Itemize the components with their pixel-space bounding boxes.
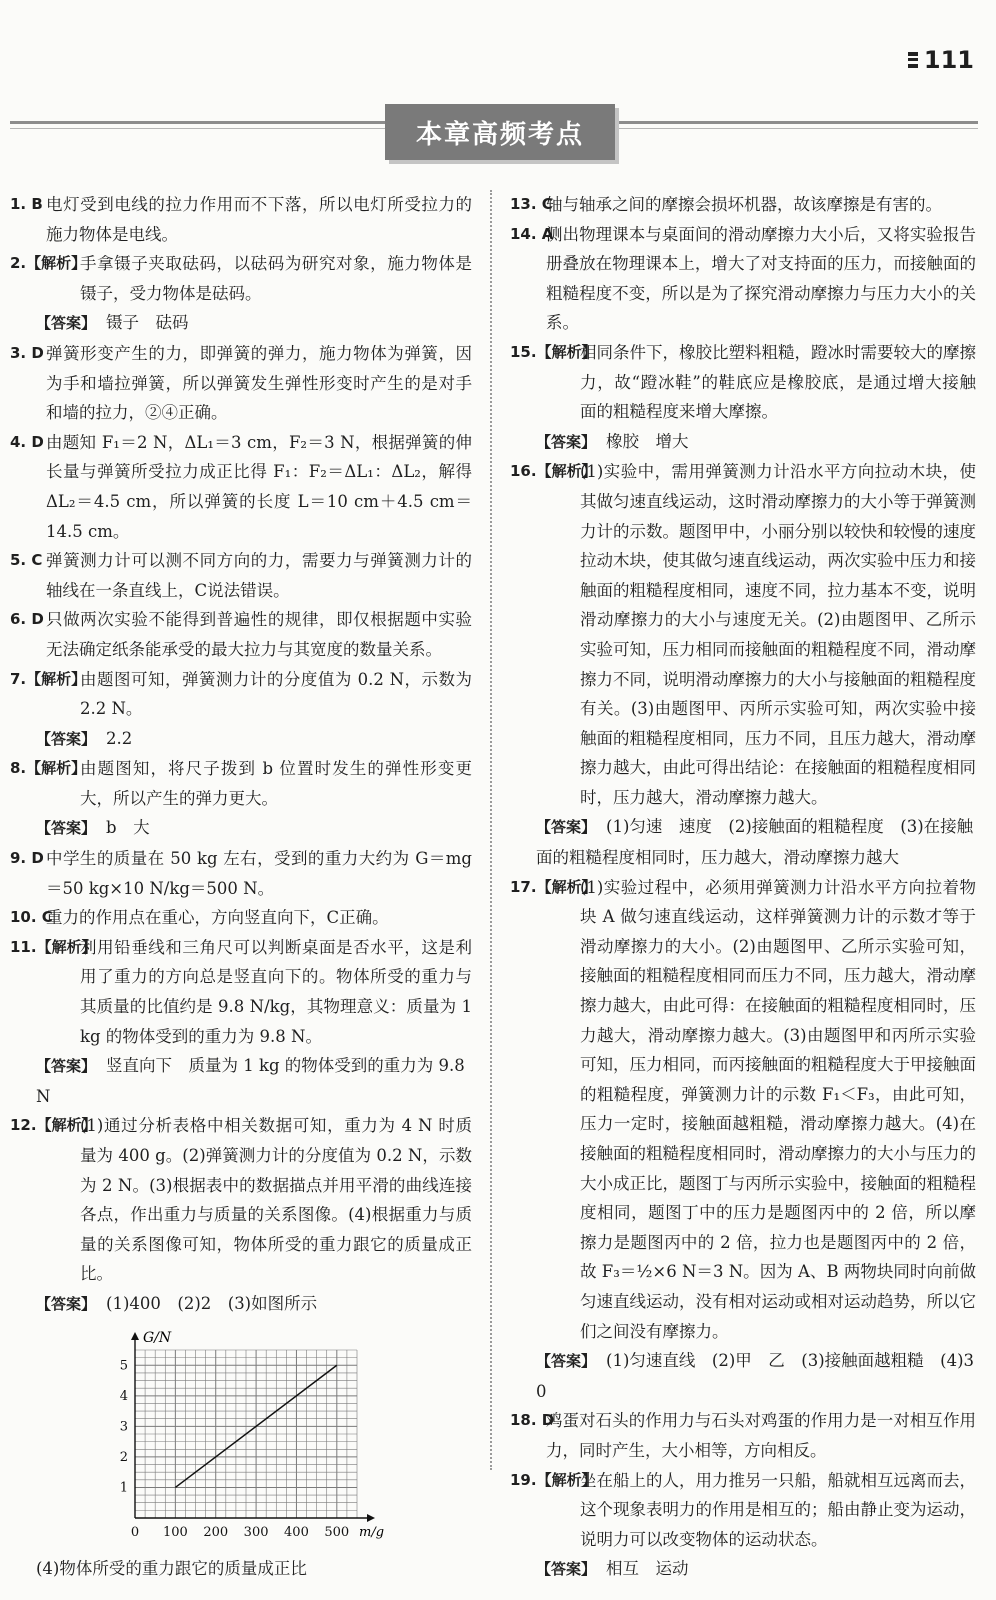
- question-text: 由题图知，将尺子拨到 b 位置时发生的弹性形变更大，所以产生的弹力更大。: [80, 759, 472, 808]
- page-number: [908, 46, 974, 74]
- answer-line: [510, 427, 976, 458]
- answer-text: b 大: [106, 818, 150, 838]
- page-marker-icon: [908, 52, 918, 68]
- y-tick-label: 2: [119, 1449, 128, 1465]
- y-tick-label: 5: [119, 1357, 128, 1373]
- graph-caption: (4)物体所受的重力跟它的质量成正比: [36, 1558, 307, 1578]
- question-text: 轴与轴承之间的摩擦会损坏机器，故该摩擦是有害的。: [546, 195, 942, 214]
- answer-text: (1)400 (2)2 (3)如图所示: [106, 1293, 318, 1313]
- question-number: 9. D: [10, 849, 44, 868]
- answer-label: 【答案】: [36, 819, 97, 838]
- question-number: 5. C: [10, 551, 43, 570]
- question-item: [510, 338, 976, 427]
- answer-line: [10, 1051, 472, 1111]
- answer-text: 2.2: [106, 728, 133, 748]
- question-number: 13. C: [510, 195, 553, 213]
- answer-label: 【答案】: [36, 314, 97, 333]
- x-tick-label: 400: [284, 1524, 309, 1540]
- question-text: 弹簧测力计可以测不同方向的力，需要力与弹簧测力计的轴线在一条直线上，C说法错误。: [46, 551, 472, 600]
- question-item: [10, 249, 472, 308]
- question-item: [510, 873, 976, 1347]
- question-number: 4. D: [10, 432, 44, 451]
- answer-text: (1)匀速直线 (2)甲 乙 (3)接触面越粗糙 (4)3 0: [536, 1351, 991, 1401]
- question-number: 17.【解析】: [510, 877, 597, 896]
- question-text: 坐在船上的人，用力推另一只船，船就相互远离而去，这个现象表明力的作用是相互的；船由静止变为运动，说明力可以改变物体的运动状态。: [580, 1470, 976, 1549]
- question-number: 11.【解析】: [10, 937, 97, 956]
- question-text: 弹簧形变产生的力，即弹簧的弹力，施力物体为弹簧，因为手和墙拉弹簧，所以弹簧发生弹性形变时产生的是对手和墙的拉力，②④正确。: [46, 343, 472, 423]
- chart-axes: [131, 1329, 375, 1522]
- answer-text: 镊子 砝码: [106, 313, 189, 333]
- column-divider: [490, 190, 492, 1470]
- page-number-text: 111: [923, 46, 974, 74]
- question-text: 由题知 F₁＝2 N，ΔL₁＝3 cm，F₂＝3 N，根据弹簧的伸长量与弹簧所受拉力成正比得 F₁：F₂＝ΔL₁：ΔL₂，解得 ΔL₂＝4.5 cm，所以弹簧的长度 L＝10 cm＋4.5 cm＝14.5 cm。: [46, 432, 472, 541]
- answer-line: [10, 724, 472, 755]
- question-number: 10. C: [10, 908, 53, 927]
- question-number: 12.【解析】: [10, 1116, 97, 1135]
- question-text: 利用铅垂线和三角尺可以判断桌面是否水平，这是利用了重力的方向总是竖直向下的。物体所受的重力与其质量的比值约是 9.8 N/kg，其物理意义：质量为 1 kg 的物体受到的重力为 9.8 N。: [80, 937, 472, 1046]
- answer-label: 【答案】: [36, 1294, 97, 1313]
- question-item: [10, 933, 472, 1051]
- answer-line: [510, 812, 976, 872]
- left-column: [10, 190, 472, 1583]
- question-text: (1)实验过程中，必须用弹簧测力计沿水平方向拉着物块 A 做匀速直线运动，这样弹簧测力计的示数才等于滑动摩擦力的大小。(2)由题图甲、乙所示实验可知，接触面的粗糙程度相同而压力不同，压力越大，滑动摩擦力越大，由此可得：在接触面的粗糙程度相同时，压力越大，滑动摩擦力越大。(3)由题图甲和丙所示实验可知，压力相同，而丙接触面的粗糙程度大于甲接触面的粗糙程度，弹簧测力计的示数 F₁＜F₃，由此可知，压力一定时，接触面越粗糙，滑动摩擦力越大。(4)在接触面的粗糙程度相同时，滑动摩擦力的大小与压力的大小成正比，题图丁与丙所示实验中，接触面的粗糙程度相同，题图丁中的压力是题图丙中的 2 倍，所以摩擦力是题图丙中的 2 倍，拉力也是题图丙中的 2 倍，故 F₃＝½×6 N＝3 N。因为 A、B 两物块同时向前做匀速直线运动，没有相对运动或相对运动趋势，所以它们之间没有摩擦力。: [580, 877, 976, 1341]
- question-text: 由题图可知，弹簧测力计的分度值为 0.2 N，示数为 2.2 N。: [80, 669, 472, 719]
- question-number: 3. D: [10, 343, 44, 362]
- answer-label: 【答案】: [36, 1057, 97, 1076]
- y-tick-label: 1: [119, 1480, 128, 1496]
- right-column: [510, 190, 991, 1585]
- x-axis-arrow-icon: [367, 1514, 375, 1522]
- question-text: 相同条件下，橡胶比塑料粗糙，蹬冰时需要较大的摩擦力，故“蹬冰鞋”的鞋底应是橡胶底，是通过增大接触面的粗糙程度来增大摩擦。: [580, 342, 976, 422]
- question-item: [510, 1406, 976, 1465]
- answer-text: 橡胶 增大: [606, 431, 689, 451]
- x-tick-label: 200: [203, 1524, 229, 1540]
- y-axis-label: G/N: [143, 1329, 172, 1346]
- x-tick-label: 500: [324, 1524, 350, 1540]
- answer-text: (1)匀速 速度 (2)接触面的粗糙程度 (3)在接触面的粗糙程度相同时，压力越大，滑动摩擦力越大: [536, 817, 974, 868]
- x-tick-label: 300: [243, 1524, 269, 1540]
- question-number: 16.【解析】: [510, 462, 597, 481]
- question-number: 18. D: [510, 1411, 555, 1430]
- question-text: 电灯受到电线的拉力作用而不下落，所以电灯所受拉力的施力物体是电线。: [46, 195, 472, 244]
- question-item: [510, 220, 976, 338]
- question-item: [10, 190, 472, 249]
- question-number: 2.【解析】: [10, 254, 87, 273]
- answer-line: [10, 308, 472, 339]
- x-axis-label: m/g: [359, 1524, 385, 1540]
- answer-label: 【答案】: [536, 818, 597, 837]
- answer-label: 【答案】: [36, 729, 97, 748]
- question-item: [10, 903, 472, 933]
- answer-line: [510, 1554, 976, 1585]
- answer-line: [10, 813, 472, 844]
- question-text: 鸡蛋对石头的作用力与石头对鸡蛋的作用力是一对相互作用力，同时产生，大小相等，方向相反。: [546, 1411, 976, 1460]
- y-tick-label: 4: [119, 1388, 128, 1404]
- answer-text: 竖直向下 质量为 1 kg 的物体受到的重力为 9.8 N: [36, 1056, 471, 1106]
- question-number: 7.【解析】: [10, 669, 87, 688]
- answer-label: 【答案】: [536, 1352, 597, 1371]
- answer-line: [510, 1346, 991, 1406]
- x-tick-label: 100: [162, 1524, 188, 1540]
- y-axis-arrow-icon: [131, 1332, 139, 1340]
- question-item: [10, 605, 472, 664]
- question-number: 1. B: [10, 195, 43, 213]
- answer-label: 【答案】: [536, 1560, 597, 1579]
- question-item: [510, 1466, 976, 1555]
- question-text: (1)通过分析表格中相关数据可知，重力为 4 N 时质量为 400 g。(2)弹簧测力计的分度值为 0.2 N，示数为 2 N。(3)根据表中的数据描点并用平滑的曲线连接各点，作出重力与质量的关系图像。(4)根据重力与质量的关系图像可知，物体所受的重力跟它的质量成正比。: [80, 1116, 472, 1284]
- question-text: 手拿镊子夹取砝码，以砝码为研究对象，施力物体是镊子，受力物体是砝码。: [80, 254, 472, 303]
- gravity-mass-graph: [10, 1322, 472, 1554]
- question-number: 19.【解析】: [510, 1470, 597, 1489]
- answer-label: 【答案】: [536, 432, 597, 451]
- question-item: [10, 665, 472, 724]
- answer-text: 相互 运动: [606, 1559, 689, 1579]
- question-number: 8.【解析】: [10, 759, 87, 778]
- question-number: 14. A: [510, 224, 554, 243]
- question-item: [10, 546, 472, 605]
- y-tick-label: 3: [119, 1418, 128, 1434]
- gravity-mass-chart: [10, 1322, 385, 1554]
- x-tick-label: 0: [130, 1524, 140, 1540]
- question-text: (1)实验中，需用弹簧测力计沿水平方向拉动木块，使其做匀速直线运动，这时滑动摩擦力的大小等于弹簧测力计的示数。题图甲中，小丽分别以较快和较慢的速度拉动木块，使其做匀速直线运动，两次实验中压力和接触面的粗糙程度相同，速度不同，拉力基本不变，说明滑动摩擦力的大小与速度无关。(2)由题图甲、乙所示实验可知，压力相同而接触面的粗糙程度不同，滑动摩擦力不同，说明滑动摩擦力的大小与接触面的粗糙程度有关。(3)由题图甲、丙所示实验可知，两次实验中接触面的粗糙程度相同，压力不同，且压力越大，滑动摩擦力越大，由此可得出结论：在接触面的粗糙程度相同时，压力越大，滑动摩擦力越大。: [580, 462, 976, 807]
- question-item: [10, 428, 472, 546]
- question-item: [10, 339, 472, 428]
- chapter-banner: 本章高频考点: [385, 104, 615, 160]
- question-number: 6. D: [10, 610, 44, 629]
- question-text: 只做两次实验不能得到普遍性的规律，即仅根据题中实验无法确定纸条能承受的最大拉力与其宽度的数量关系。: [46, 610, 472, 659]
- question-number: 15.【解析】: [510, 342, 597, 361]
- question-item: [10, 1111, 472, 1289]
- question-item: [510, 457, 976, 812]
- question-text: 测出物理课本与桌面间的滑动摩擦力大小后，又将实验报告册叠放在物理课本上，增大了对支持面的压力，而接触面的粗糙程度不变，所以是为了探究滑动摩擦力与压力大小的关系。: [546, 224, 976, 333]
- question-text: 中学生的质量在 50 kg 左右，受到的重力大约为 G＝mg＝50 kg×10 N/kg＝500 N。: [46, 849, 472, 898]
- question-item: [10, 844, 472, 903]
- answer-line: [10, 1289, 472, 1320]
- question-item: [10, 754, 472, 813]
- question-text: 重力的作用点在重心，方向竖直向下，C正确。: [46, 908, 389, 928]
- question-item: [510, 190, 976, 220]
